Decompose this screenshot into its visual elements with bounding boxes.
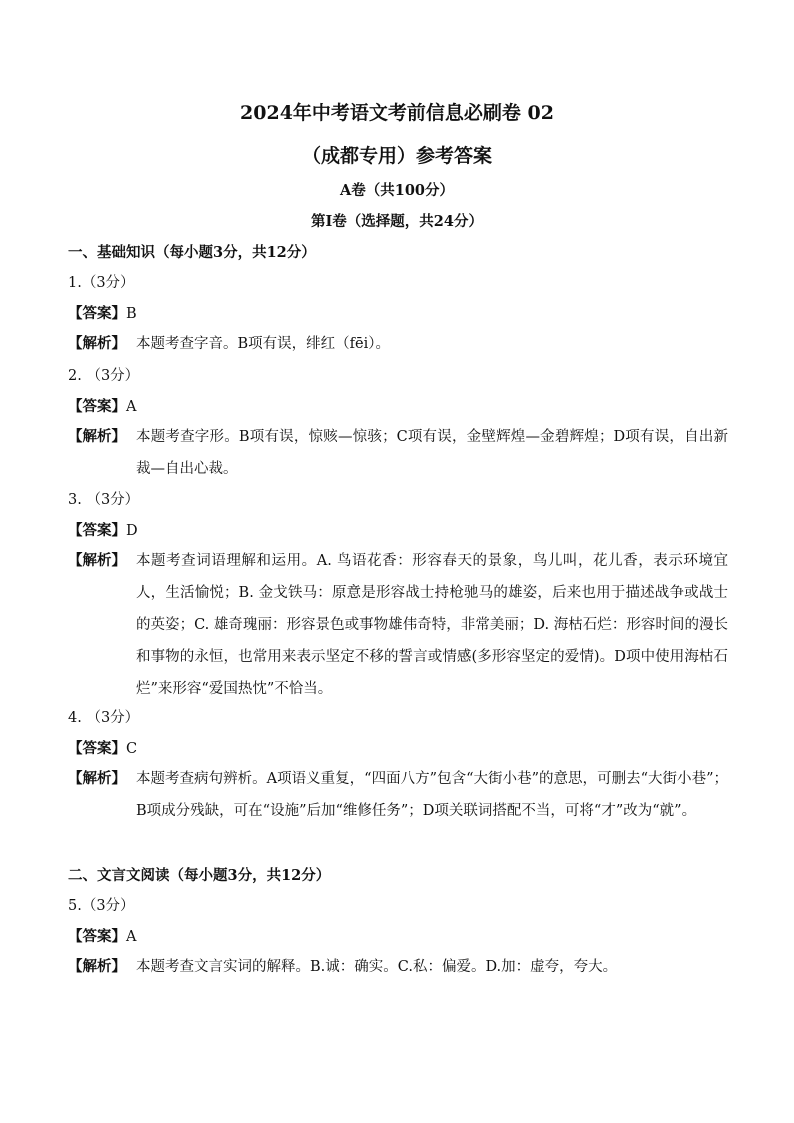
analysis-tag: 【解析】 [68,958,126,975]
question-5-number: 5.（3分） [68,898,135,914]
answer-value: A [126,399,137,415]
document-subtitle: （成都专用）参考答案 [301,145,492,167]
answer-value: C [126,741,138,757]
question-2-answer [68,397,136,417]
analysis-tag: 【解析】 [68,335,126,352]
analysis-text: 本题考查词语理解和运用。A. 鸟语花香：形容春天的景象，鸟儿叫，花儿香，表示环境宜人，生活愉悦；B. 金戈铁马：原意是形容战士持枪驰马的雄姿，后来也用于描述战争或战士的英姿；C. 雄奇瑰丽：形容景色或事物雄伟奇特，非常美丽；D. 海枯石烂：形容时间的漫长和事物的永恒，也常用来表示坚定不移的誓言或情感(多形容坚定的爱情)。D项中使用海枯石烂”来形容“爱国热忱”不恰当。 [136,553,728,697]
question-4-number: 4. （3分） [68,710,140,726]
question-1-answer [68,304,137,324]
section-1-heading: 一、基础知识（每小题3分，共12分） [68,244,316,261]
question-3-analysis [68,545,728,705]
part-1-heading: 第Ⅰ卷（选择题，共24分） [311,213,483,230]
analysis-text: 本题考查字音。B项有误，绯红（fēi）。 [136,336,390,352]
question-3-number: 3. （3分） [68,492,140,508]
question-2-number: 2. （3分） [68,368,140,384]
question-1-number: 1.（3分） [68,275,135,291]
question-4-analysis [68,763,728,827]
question-3-answer [68,521,138,541]
question-4-answer [68,739,137,759]
analysis-tag: 【解析】 [68,428,126,445]
question-5-analysis [68,951,728,983]
answer-tag: 【答案】 [68,305,126,322]
answer-tag: 【答案】 [68,740,126,757]
question-5-answer [68,927,136,947]
answer-tag: 【答案】 [68,928,126,945]
analysis-text: 本题考查字形。B项有误，惊赅—惊骇；C项有误，金壁辉煌—金碧辉煌；D项有误，自出新裁—自出心裁。 [136,429,728,477]
answer-tag: 【答案】 [68,398,126,415]
analysis-text: 本题考查病句辨析。A项语义重复，“四面八方”包含“大街小巷”的意思，可删去“大街小巷”；B项成分残缺，可在“设施”后加“维修任务”；D项关联词搭配不当，可将“才”改为“就”。 [136,771,728,819]
answer-value: D [126,523,138,539]
question-2-analysis [68,421,728,485]
analysis-tag: 【解析】 [68,552,126,569]
answer-value: B [126,306,137,322]
document-title: 2024年中考语文考前信息必刷卷 02 [240,102,554,124]
analysis-tag: 【解析】 [68,770,126,787]
section-2-heading: 二、文言文阅读（每小题3分，共12分） [68,867,331,884]
answer-tag: 【答案】 [68,522,126,539]
answer-value: A [126,929,137,945]
question-1-analysis [68,328,728,360]
volume-a-heading: A卷（共100分） [339,182,455,199]
analysis-text: 本题考查文言实词的解释。B.诚：确实。C.私：偏爱。D.加：虚夸，夸大。 [136,959,618,975]
